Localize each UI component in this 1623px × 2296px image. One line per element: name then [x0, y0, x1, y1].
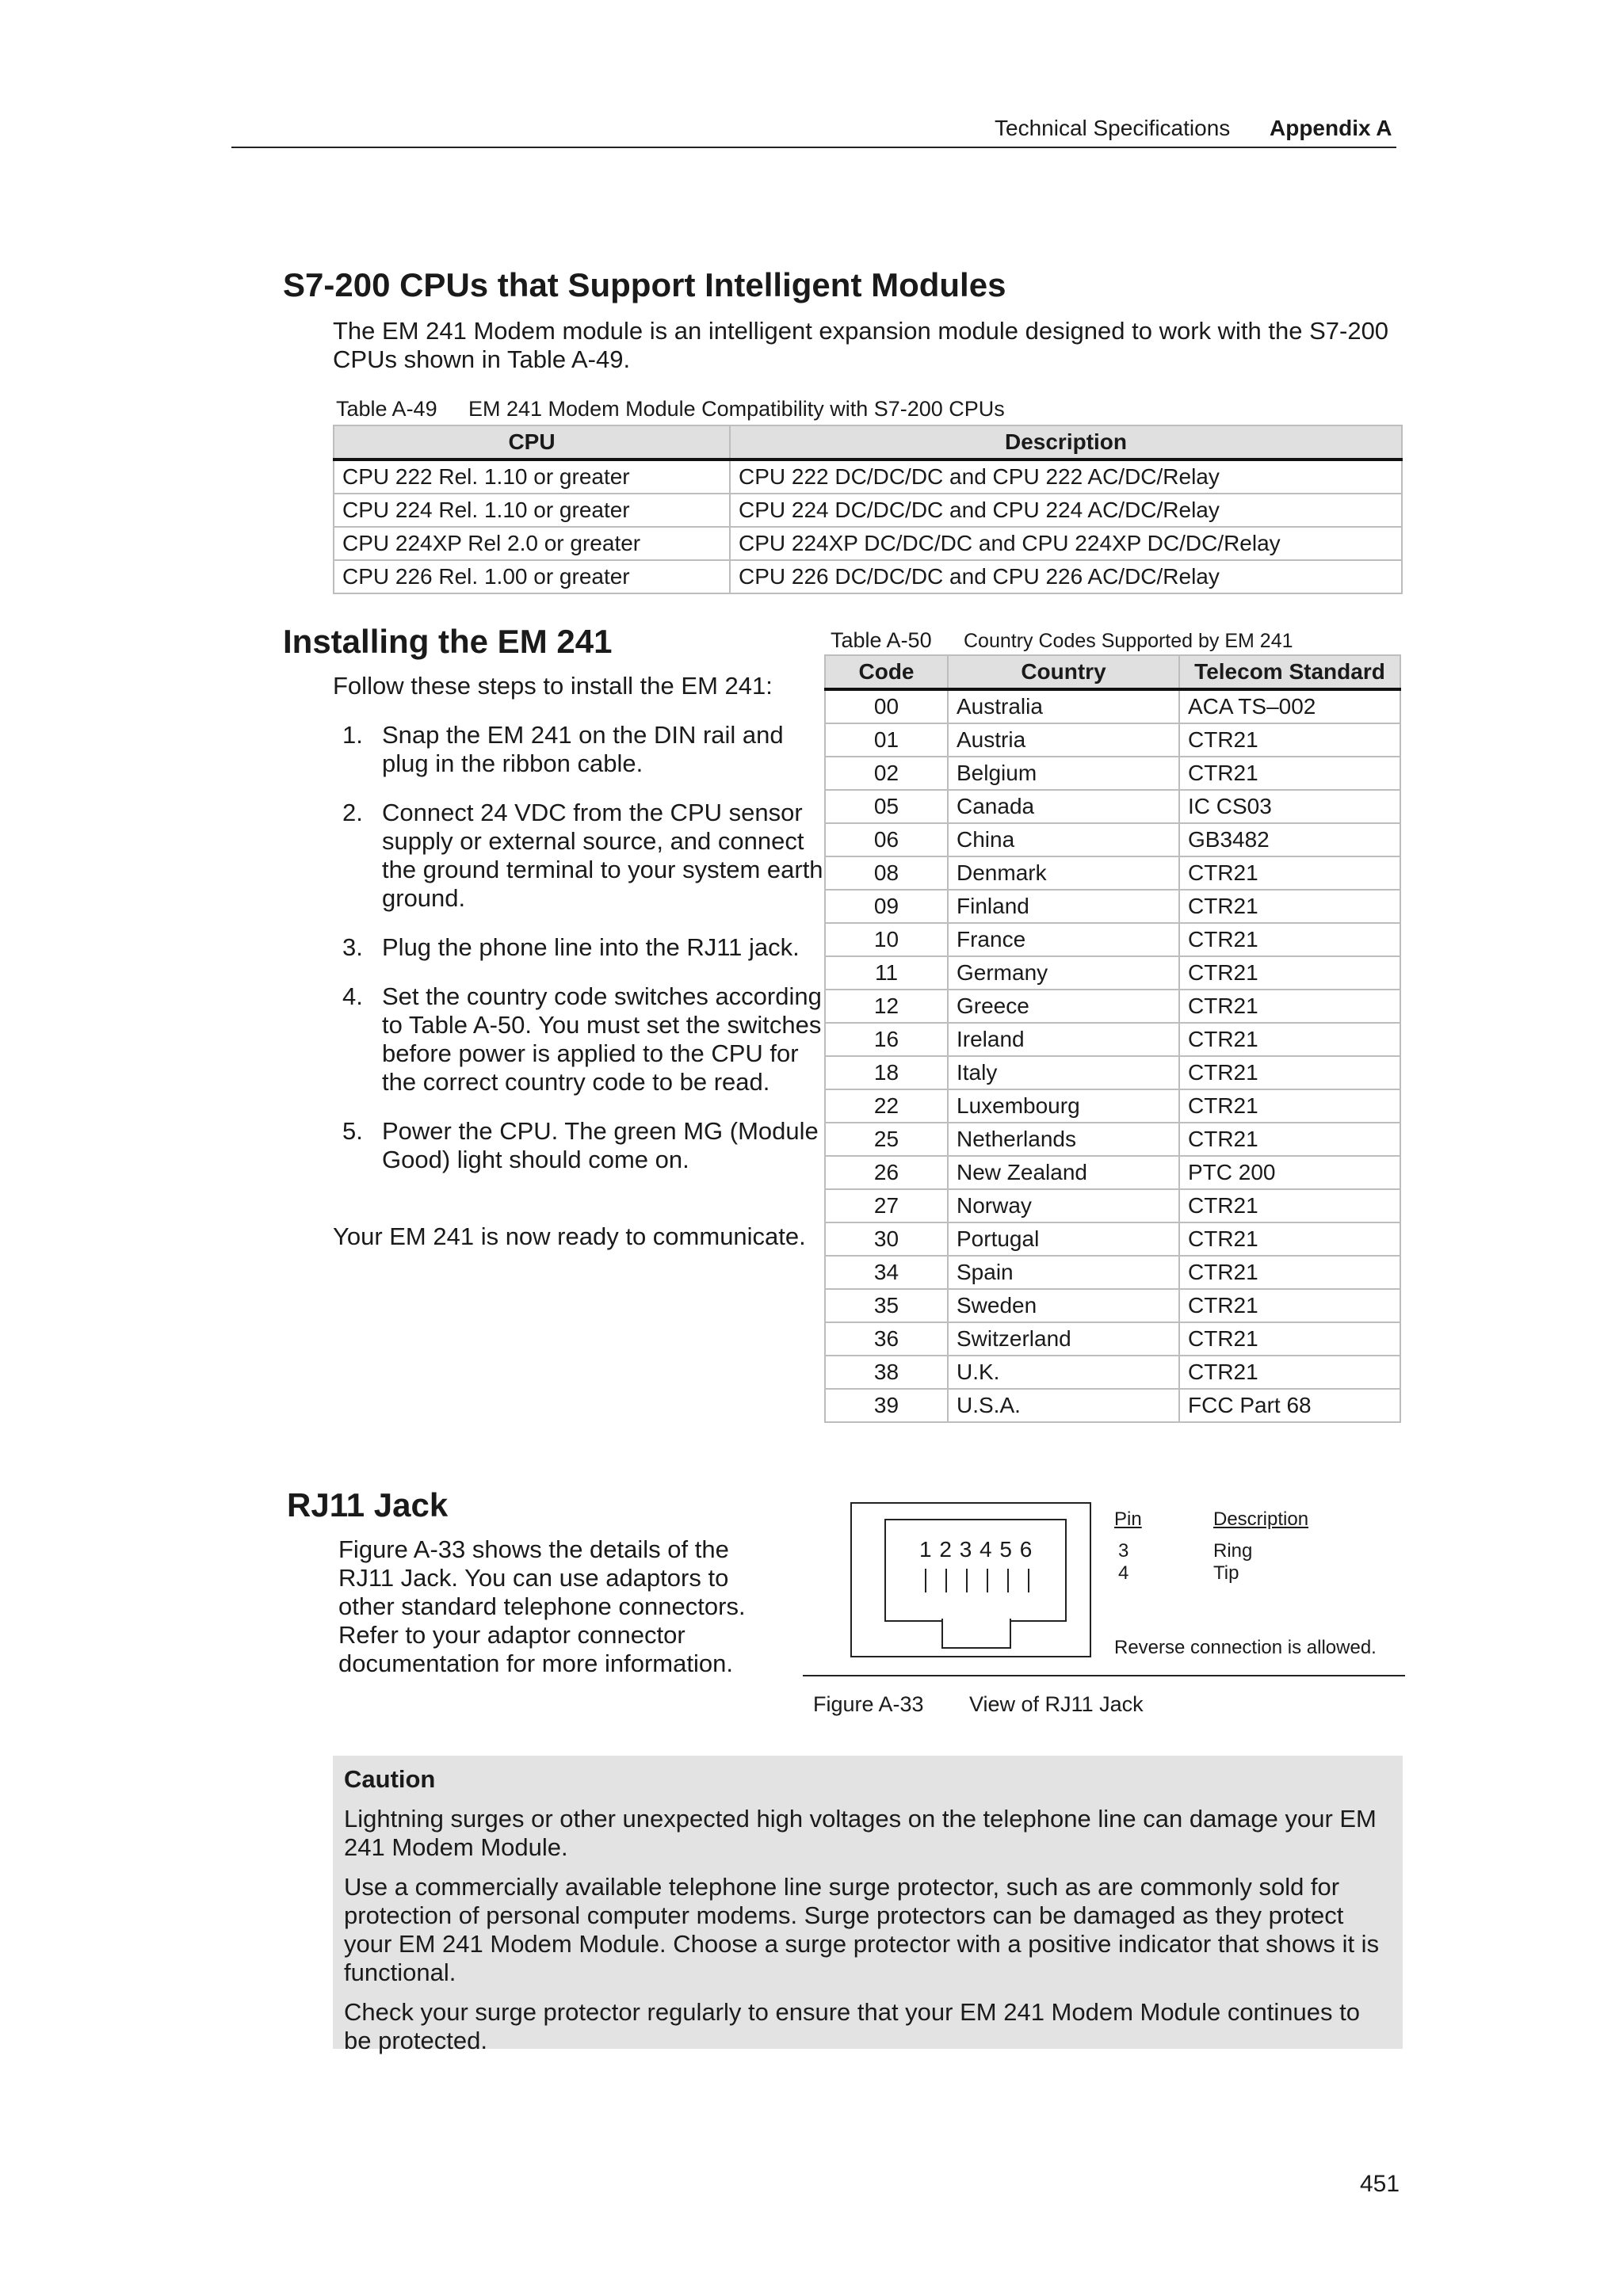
- step-number: 5.: [342, 1117, 363, 1145]
- table-row: [825, 1123, 1400, 1156]
- table-row: [825, 823, 1400, 856]
- telecom-standard-cell: GB3482: [1179, 823, 1400, 856]
- table-row: [825, 856, 1400, 890]
- section-heading-intelligent-modules: S7-200 CPUs that Support Intelligent Modules: [283, 266, 1006, 303]
- caution-box: [333, 1756, 1403, 2054]
- country-code-cell: 36: [825, 1322, 948, 1356]
- telecom-standard-cell: CTR21: [1179, 1356, 1400, 1389]
- table-a50: [824, 654, 1401, 1423]
- country-name-cell: Australia: [948, 689, 1179, 723]
- step-number: 4.: [342, 982, 363, 1010]
- page-number: 451: [1360, 2171, 1400, 2197]
- pin-number: 3: [1118, 1540, 1129, 1562]
- description-cell: CPU 224 DC/DC/DC and CPU 224 AC/DC/Relay: [730, 494, 1402, 527]
- table-row: [825, 1189, 1400, 1222]
- country-name-cell: Portugal: [948, 1222, 1179, 1256]
- description-cell: CPU 222 DC/DC/DC and CPU 222 AC/DC/Relay: [730, 460, 1402, 494]
- figure-rule: [803, 1675, 1405, 1676]
- cpu-cell: CPU 224 Rel. 1.10 or greater: [334, 494, 730, 527]
- table-row: [825, 757, 1400, 790]
- caution-title: Caution: [344, 1765, 436, 1793]
- table-row: [825, 990, 1400, 1023]
- telecom-standard-cell: CTR21: [1179, 1322, 1400, 1356]
- country-code-cell: 01: [825, 723, 948, 757]
- country-name-cell: Germany: [948, 956, 1179, 990]
- list-item: [333, 721, 824, 778]
- step-number: 1.: [342, 721, 363, 749]
- telecom-standard-cell: CTR21: [1179, 1023, 1400, 1056]
- table-row: [334, 527, 1402, 560]
- table-a49: [333, 425, 1403, 594]
- table-row: [825, 1222, 1400, 1256]
- country-code-cell: 18: [825, 1056, 948, 1089]
- country-name-cell: Canada: [948, 790, 1179, 823]
- telecom-standard-cell: CTR21: [1179, 890, 1400, 923]
- telecom-standard-cell: ACA TS–002: [1179, 689, 1400, 723]
- running-header-appendix: Appendix A: [1270, 116, 1392, 140]
- country-name-cell: Ireland: [948, 1023, 1179, 1056]
- rj11-paragraph: Figure A-33 shows the details of the RJ11 Jack. You can use adaptors to other standard telephone connectors. Refer to your adaptor connector documentation for more information.: [338, 1535, 746, 1677]
- country-code-cell: 25: [825, 1123, 948, 1156]
- country-name-cell: U.K.: [948, 1356, 1179, 1389]
- pin-description-header: Description: [1213, 1508, 1309, 1530]
- column-header-description: Description: [730, 425, 1402, 460]
- table-a49-title: EM 241 Modem Module Compatibility with S7-200 CPUs: [468, 397, 1005, 421]
- telecom-standard-cell: CTR21: [1179, 1289, 1400, 1322]
- section-paragraph: The EM 241 Modem module is an intelligent expansion module designed to work with the S7-200 CPUs shown in Table A-49.: [333, 317, 1389, 373]
- column-header-code: Code: [825, 655, 948, 689]
- table-row: [825, 723, 1400, 757]
- country-name-cell: Spain: [948, 1256, 1179, 1289]
- table-a50-title: Country Codes Supported by EM 241: [964, 630, 1293, 652]
- table-row: [825, 1322, 1400, 1356]
- table-row: [825, 1356, 1400, 1389]
- table-row: [825, 1289, 1400, 1322]
- description-cell: CPU 224XP DC/DC/DC and CPU 224XP DC/DC/Relay: [730, 527, 1402, 560]
- country-code-cell: 35: [825, 1289, 948, 1322]
- list-item: [333, 933, 824, 962]
- list-item: [333, 799, 824, 913]
- country-code-cell: 09: [825, 890, 948, 923]
- country-code-cell: 22: [825, 1089, 948, 1123]
- pin-description: Tip: [1213, 1562, 1239, 1584]
- caution-paragraph: Check your surge protector regularly to ensure that your EM 241 Modem Module continues to be protected.: [344, 1998, 1360, 2054]
- caution-paragraph: Use a commercially available telephone line surge protector, such as are commonly sold for protection of personal computer modems. Surge protectors can be damaged as they protect your EM 241 Modem Module. Choose a surge protector with a positive indicator that shows it is functional.: [344, 1873, 1380, 1986]
- country-name-cell: France: [948, 923, 1179, 956]
- table-row: [825, 1256, 1400, 1289]
- country-name-cell: Luxembourg: [948, 1089, 1179, 1123]
- step-number: 3.: [342, 933, 363, 961]
- country-name-cell: Greece: [948, 990, 1179, 1023]
- telecom-standard-cell: CTR21: [1179, 923, 1400, 956]
- pin-number: 4: [1118, 1562, 1129, 1584]
- caution-paragraph: Lightning surges or other unexpected high voltages on the telephone line can damage your EM 241 Modem Module.: [344, 1805, 1377, 1861]
- country-name-cell: Norway: [948, 1189, 1179, 1222]
- list-item: [333, 982, 824, 1097]
- table-row: [825, 890, 1400, 923]
- country-code-cell: 26: [825, 1156, 948, 1189]
- cpu-cell: CPU 224XP Rel 2.0 or greater: [334, 527, 730, 560]
- country-name-cell: Switzerland: [948, 1322, 1179, 1356]
- step-number: 2.: [342, 799, 363, 826]
- country-name-cell: Denmark: [948, 856, 1179, 890]
- column-header-cpu: CPU: [334, 425, 730, 460]
- table-row: [825, 689, 1400, 723]
- table-a49-label: Table A-49: [336, 397, 437, 421]
- cpu-cell: CPU 222 Rel. 1.10 or greater: [334, 460, 730, 494]
- table-row: [334, 494, 1402, 527]
- telecom-standard-cell: CTR21: [1179, 1256, 1400, 1289]
- country-name-cell: Netherlands: [948, 1123, 1179, 1156]
- table-a50-label: Table A-50: [831, 628, 932, 652]
- country-code-cell: 11: [825, 956, 948, 990]
- install-closing: Your EM 241 is now ready to communicate.: [333, 1222, 806, 1250]
- section-heading-rj11: RJ11 Jack: [287, 1486, 449, 1524]
- telecom-standard-cell: CTR21: [1179, 1089, 1400, 1123]
- figure-label: Figure A-33: [813, 1692, 924, 1716]
- country-name-cell: Austria: [948, 723, 1179, 757]
- cpu-cell: CPU 226 Rel. 1.00 or greater: [334, 560, 730, 593]
- country-code-cell: 02: [825, 757, 948, 790]
- rj11-pin-numbers: 1 2 3 4 5 6: [919, 1537, 1033, 1562]
- telecom-standard-cell: CTR21: [1179, 956, 1400, 990]
- pin-column-header: Pin: [1114, 1508, 1142, 1530]
- step-text: Set the country code switches according to Table A-50. You must set the switches before power is applied to the CPU for the correct country code to be read.: [382, 982, 822, 1096]
- country-name-cell: Sweden: [948, 1289, 1179, 1322]
- table-row: [825, 923, 1400, 956]
- telecom-standard-cell: CTR21: [1179, 1056, 1400, 1089]
- section-heading-installing: Installing the EM 241: [283, 623, 613, 660]
- country-name-cell: China: [948, 823, 1179, 856]
- figure-note: Reverse connection is allowed.: [1114, 1637, 1377, 1658]
- table-row: [825, 1389, 1400, 1422]
- step-text: Snap the EM 241 on the DIN rail and plug in the ribbon cable.: [382, 721, 784, 777]
- column-header-telecom-standard: Telecom Standard: [1179, 655, 1400, 689]
- country-code-cell: 00: [825, 689, 948, 723]
- telecom-standard-cell: CTR21: [1179, 856, 1400, 890]
- country-code-cell: 12: [825, 990, 948, 1023]
- telecom-standard-cell: CTR21: [1179, 1222, 1400, 1256]
- table-row: [334, 460, 1402, 494]
- country-code-cell: 38: [825, 1356, 948, 1389]
- running-header-section: Technical Specifications: [995, 116, 1231, 140]
- step-text: Connect 24 VDC from the CPU sensor supply or external source, and connect the ground terminal to your system earth ground.: [382, 799, 823, 912]
- rj11-pin-contacts-icon: [919, 1567, 1038, 1594]
- telecom-standard-cell: CTR21: [1179, 723, 1400, 757]
- country-code-cell: 30: [825, 1222, 948, 1256]
- country-code-cell: 10: [825, 923, 948, 956]
- column-header-country: Country: [948, 655, 1179, 689]
- telecom-standard-cell: CTR21: [1179, 757, 1400, 790]
- table-row: [825, 1056, 1400, 1089]
- table-row: [825, 1023, 1400, 1056]
- description-cell: CPU 226 DC/DC/DC and CPU 226 AC/DC/Relay: [730, 560, 1402, 593]
- country-code-cell: 16: [825, 1023, 948, 1056]
- telecom-standard-cell: CTR21: [1179, 990, 1400, 1023]
- rj11-jack-tab: [941, 1619, 1011, 1649]
- country-code-cell: 08: [825, 856, 948, 890]
- table-row: [825, 1156, 1400, 1189]
- country-name-cell: New Zealand: [948, 1156, 1179, 1189]
- table-row: [825, 956, 1400, 990]
- telecom-standard-cell: IC CS03: [1179, 790, 1400, 823]
- country-code-cell: 34: [825, 1256, 948, 1289]
- table-row: [825, 790, 1400, 823]
- country-name-cell: Italy: [948, 1056, 1179, 1089]
- pin-description: Ring: [1213, 1540, 1253, 1562]
- country-name-cell: Finland: [948, 890, 1179, 923]
- header-rule: [231, 147, 1396, 148]
- country-code-cell: 39: [825, 1389, 948, 1422]
- country-code-cell: 05: [825, 790, 948, 823]
- country-code-cell: 27: [825, 1189, 948, 1222]
- country-name-cell: U.S.A.: [948, 1389, 1179, 1422]
- step-text: Plug the phone line into the RJ11 jack.: [382, 933, 800, 961]
- table-row: [334, 560, 1402, 593]
- country-code-cell: 06: [825, 823, 948, 856]
- telecom-standard-cell: CTR21: [1179, 1123, 1400, 1156]
- telecom-standard-cell: FCC Part 68: [1179, 1389, 1400, 1422]
- table-row: [825, 1089, 1400, 1123]
- figure-caption: View of RJ11 Jack: [969, 1692, 1144, 1716]
- telecom-standard-cell: CTR21: [1179, 1189, 1400, 1222]
- install-steps-list: [333, 721, 824, 1195]
- step-text: Power the CPU. The green MG (Module Good) light should come on.: [382, 1117, 819, 1173]
- telecom-standard-cell: PTC 200: [1179, 1156, 1400, 1189]
- install-intro: Follow these steps to install the EM 241:: [333, 672, 773, 700]
- list-item: [333, 1117, 824, 1174]
- country-name-cell: Belgium: [948, 757, 1179, 790]
